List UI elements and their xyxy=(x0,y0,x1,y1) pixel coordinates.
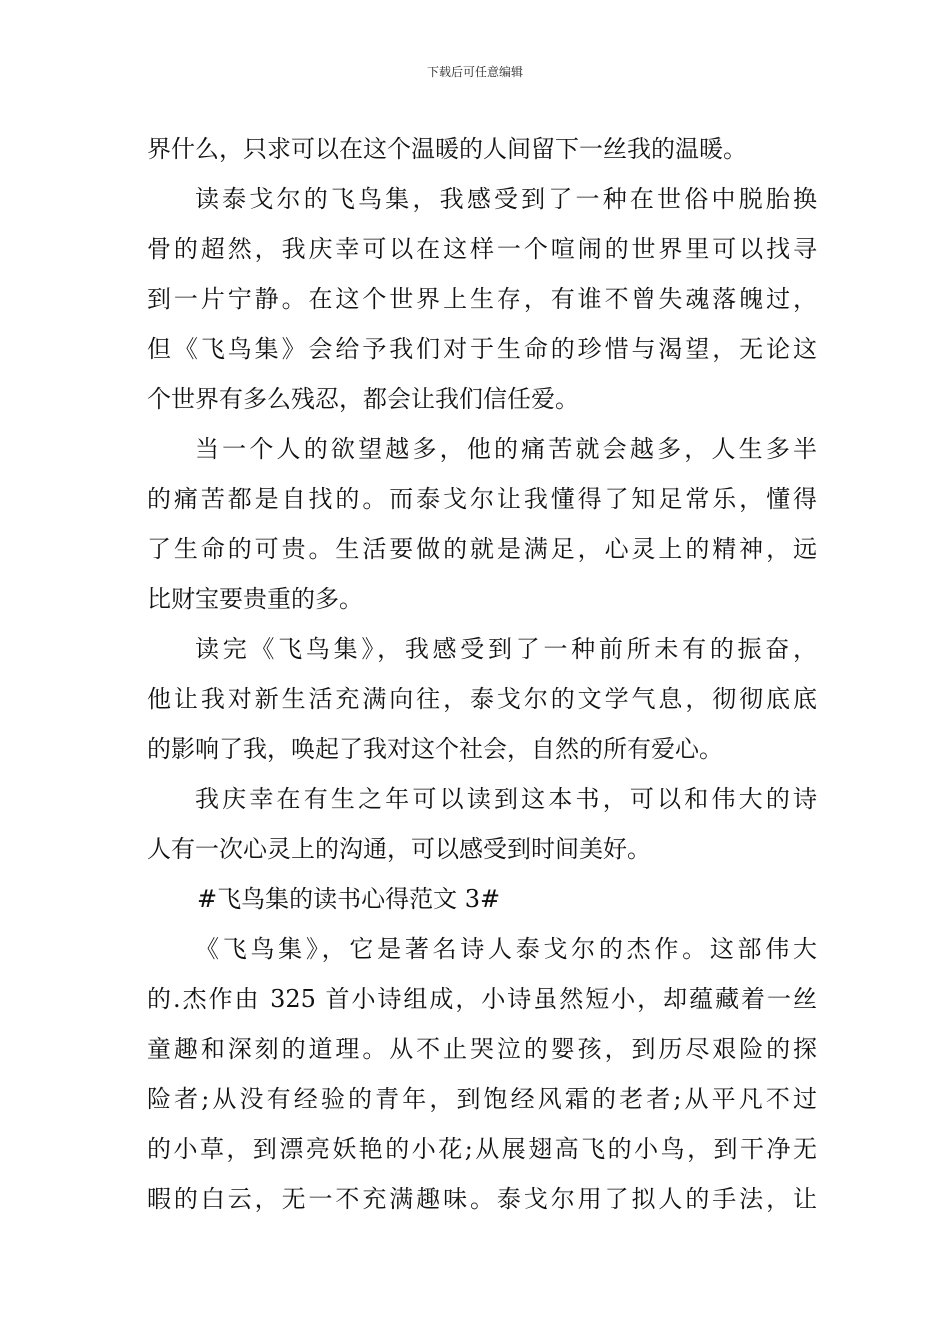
text-line: 界什么，只求可以在这个温暖的人间留下一丝我的温暖。 xyxy=(147,135,747,163)
text-line: 到一片宁静。在这个世界上生存，有谁不曾失魂落魄过， xyxy=(147,285,817,313)
section-heading: #飞鸟集的读书心得范文 3# xyxy=(197,885,501,913)
text-line: 他让我对新生活充满向往，泰戈尔的文学气息，彻彻底底 xyxy=(147,685,817,713)
text-line: 个世界有多么残忍，都会让我们信任爱。 xyxy=(147,385,579,413)
text-line: 了生命的可贵。生活要做的就是满足，心灵上的精神，远 xyxy=(147,535,817,563)
text-line: 比财宝要贵重的多。 xyxy=(147,585,363,613)
text-line: 骨的超然，我庆幸可以在这样一个喧闹的世界里可以找寻 xyxy=(147,235,817,263)
text-line: 读泰戈尔的飞鸟集，我感受到了一种在世俗中脱胎换 xyxy=(195,185,817,213)
text-line: 的.杰作由 325 首小诗组成，小诗虽然短小，却蕴藏着一丝 xyxy=(147,985,817,1013)
text-line: 的痛苦都是自找的。而泰戈尔让我懂得了知足常乐，懂得 xyxy=(147,485,817,513)
text-line: 读完《飞鸟集》，我感受到了一种前所未有的振奋， xyxy=(195,635,817,663)
text-line: 童趣和深刻的道理。从不止哭泣的婴孩，到历尽艰险的探 xyxy=(147,1035,817,1063)
body-text xyxy=(147,124,817,1224)
text-line: 但《飞鸟集》会给予我们对于生命的珍惜与渴望，无论这 xyxy=(147,335,817,363)
text-line: 的影响了我，唤起了我对这个社会，自然的所有爱心。 xyxy=(147,735,723,763)
text-line: 险者;从没有经验的青年，到饱经风霜的老者;从平凡不过 xyxy=(147,1085,817,1113)
text-line: 当一个人的欲望越多，他的痛苦就会越多，人生多半 xyxy=(195,435,817,463)
text-line: 暇的白云，无一不充满趣味。泰戈尔用了拟人的手法，让 xyxy=(147,1185,817,1213)
text-line: 的小草，到漂亮妖艳的小花;从展翅高飞的小鸟，到干净无 xyxy=(147,1135,817,1163)
page-header: 下载后可任意编辑 xyxy=(426,65,523,79)
text-line: 人有一次心灵上的沟通，可以感受到时间美好。 xyxy=(147,835,651,863)
text-line: 我庆幸在有生之年可以读到这本书，可以和伟大的诗 xyxy=(195,785,817,813)
text-line: 《飞鸟集》，它是著名诗人泰戈尔的杰作。这部伟大 xyxy=(195,935,817,963)
